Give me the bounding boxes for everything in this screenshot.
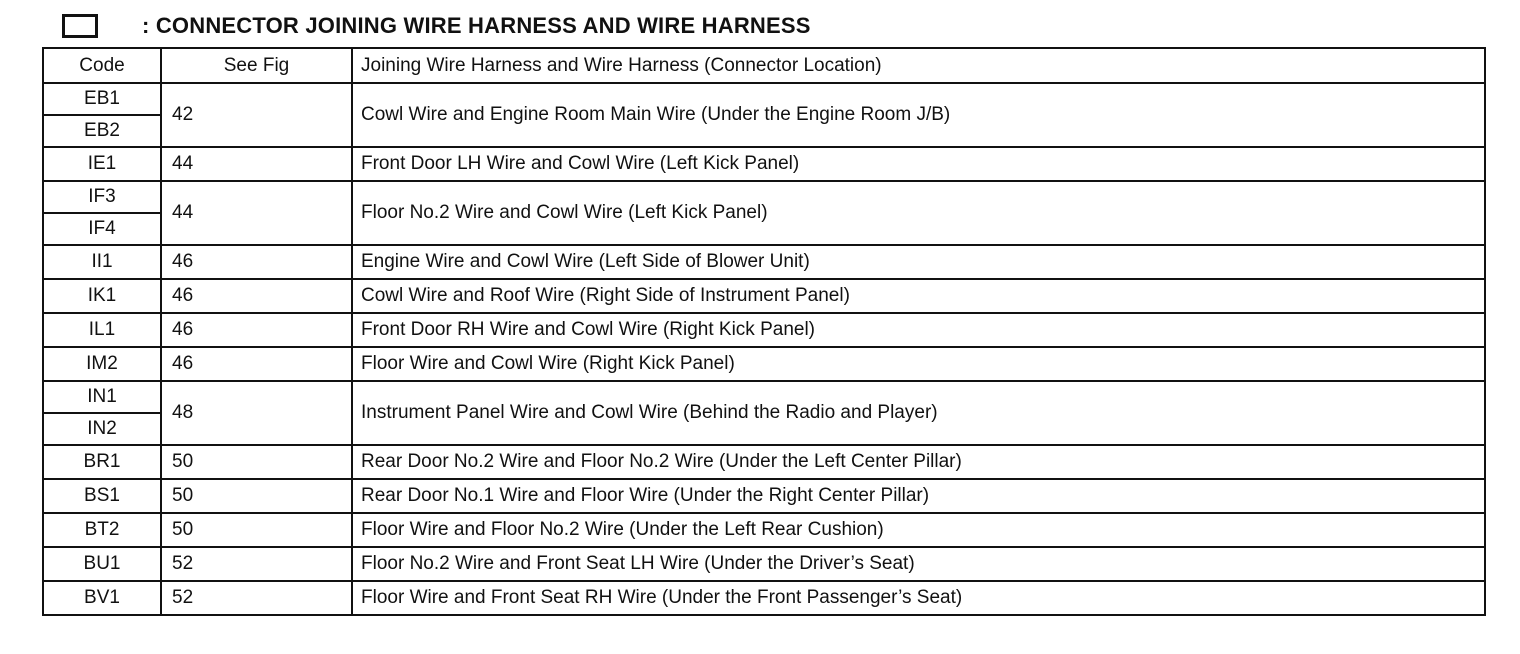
location-cell: Engine Wire and Cowl Wire (Left Side of Blower Unit): [352, 245, 1485, 279]
code-cell: IN1: [43, 381, 161, 413]
table-row: [43, 313, 1485, 347]
table-row: [43, 479, 1485, 513]
code-cell: IF4: [43, 213, 161, 245]
code-cell: EB1: [43, 83, 161, 115]
fig-cell: 46: [161, 347, 352, 381]
code-cell: IF3: [43, 181, 161, 213]
location-cell: Floor Wire and Cowl Wire (Right Kick Panel): [352, 347, 1485, 381]
code-cell: IN2: [43, 413, 161, 445]
fig-cell: 42: [161, 83, 352, 147]
location-cell: Front Door RH Wire and Cowl Wire (Right Kick Panel): [352, 313, 1485, 347]
location-cell: Rear Door No.2 Wire and Floor No.2 Wire (Under the Left Center Pillar): [352, 445, 1485, 479]
fig-cell: 48: [161, 381, 352, 445]
code-cell: IE1: [43, 147, 161, 181]
location-cell: Cowl Wire and Roof Wire (Right Side of Instrument Panel): [352, 279, 1485, 313]
connector-table: [42, 47, 1486, 616]
table-row: [43, 547, 1485, 581]
location-cell: Floor Wire and Front Seat RH Wire (Under the Front Passenger’s Seat): [352, 581, 1485, 615]
location-cell: Floor No.2 Wire and Cowl Wire (Left Kick Panel): [352, 181, 1485, 245]
code-cell: IL1: [43, 313, 161, 347]
page-header: [62, 8, 811, 44]
page-title: : CONNECTOR JOINING WIRE HARNESS AND WIRE HARNESS: [142, 13, 811, 38]
fig-cell: 52: [161, 581, 352, 615]
column-header-see-fig: See Fig: [161, 48, 352, 83]
code-cell: BT2: [43, 513, 161, 547]
fig-cell: 52: [161, 547, 352, 581]
fig-cell: 44: [161, 181, 352, 245]
fig-cell: 50: [161, 479, 352, 513]
table-row: [43, 581, 1485, 615]
table-row: [43, 83, 1485, 115]
fig-cell: 46: [161, 279, 352, 313]
fig-cell: 44: [161, 147, 352, 181]
code-cell: II1: [43, 245, 161, 279]
connector-legend-box: [62, 14, 98, 38]
table-row: [43, 513, 1485, 547]
location-cell: Floor Wire and Floor No.2 Wire (Under the Left Rear Cushion): [352, 513, 1485, 547]
code-cell: IM2: [43, 347, 161, 381]
location-cell: Front Door LH Wire and Cowl Wire (Left Kick Panel): [352, 147, 1485, 181]
table-row: [43, 147, 1485, 181]
table-row: [43, 381, 1485, 413]
location-cell: Rear Door No.1 Wire and Floor Wire (Under the Right Center Pillar): [352, 479, 1485, 513]
column-header-code: Code: [43, 48, 161, 83]
code-cell: BU1: [43, 547, 161, 581]
fig-cell: 46: [161, 245, 352, 279]
table-row: [43, 279, 1485, 313]
table-row: [43, 181, 1485, 213]
table-row: [43, 445, 1485, 479]
table-row: [43, 347, 1485, 381]
code-cell: BR1: [43, 445, 161, 479]
code-cell: IK1: [43, 279, 161, 313]
code-cell: BV1: [43, 581, 161, 615]
code-cell: EB2: [43, 115, 161, 147]
table-header-row: [43, 48, 1485, 83]
location-cell: Instrument Panel Wire and Cowl Wire (Behind the Radio and Player): [352, 381, 1485, 445]
fig-cell: 46: [161, 313, 352, 347]
column-header-location: Joining Wire Harness and Wire Harness (Connector Location): [352, 48, 1485, 83]
location-cell: Cowl Wire and Engine Room Main Wire (Under the Engine Room J/B): [352, 83, 1485, 147]
code-cell: BS1: [43, 479, 161, 513]
fig-cell: 50: [161, 445, 352, 479]
fig-cell: 50: [161, 513, 352, 547]
table-row: [43, 245, 1485, 279]
location-cell: Floor No.2 Wire and Front Seat LH Wire (Under the Driver’s Seat): [352, 547, 1485, 581]
